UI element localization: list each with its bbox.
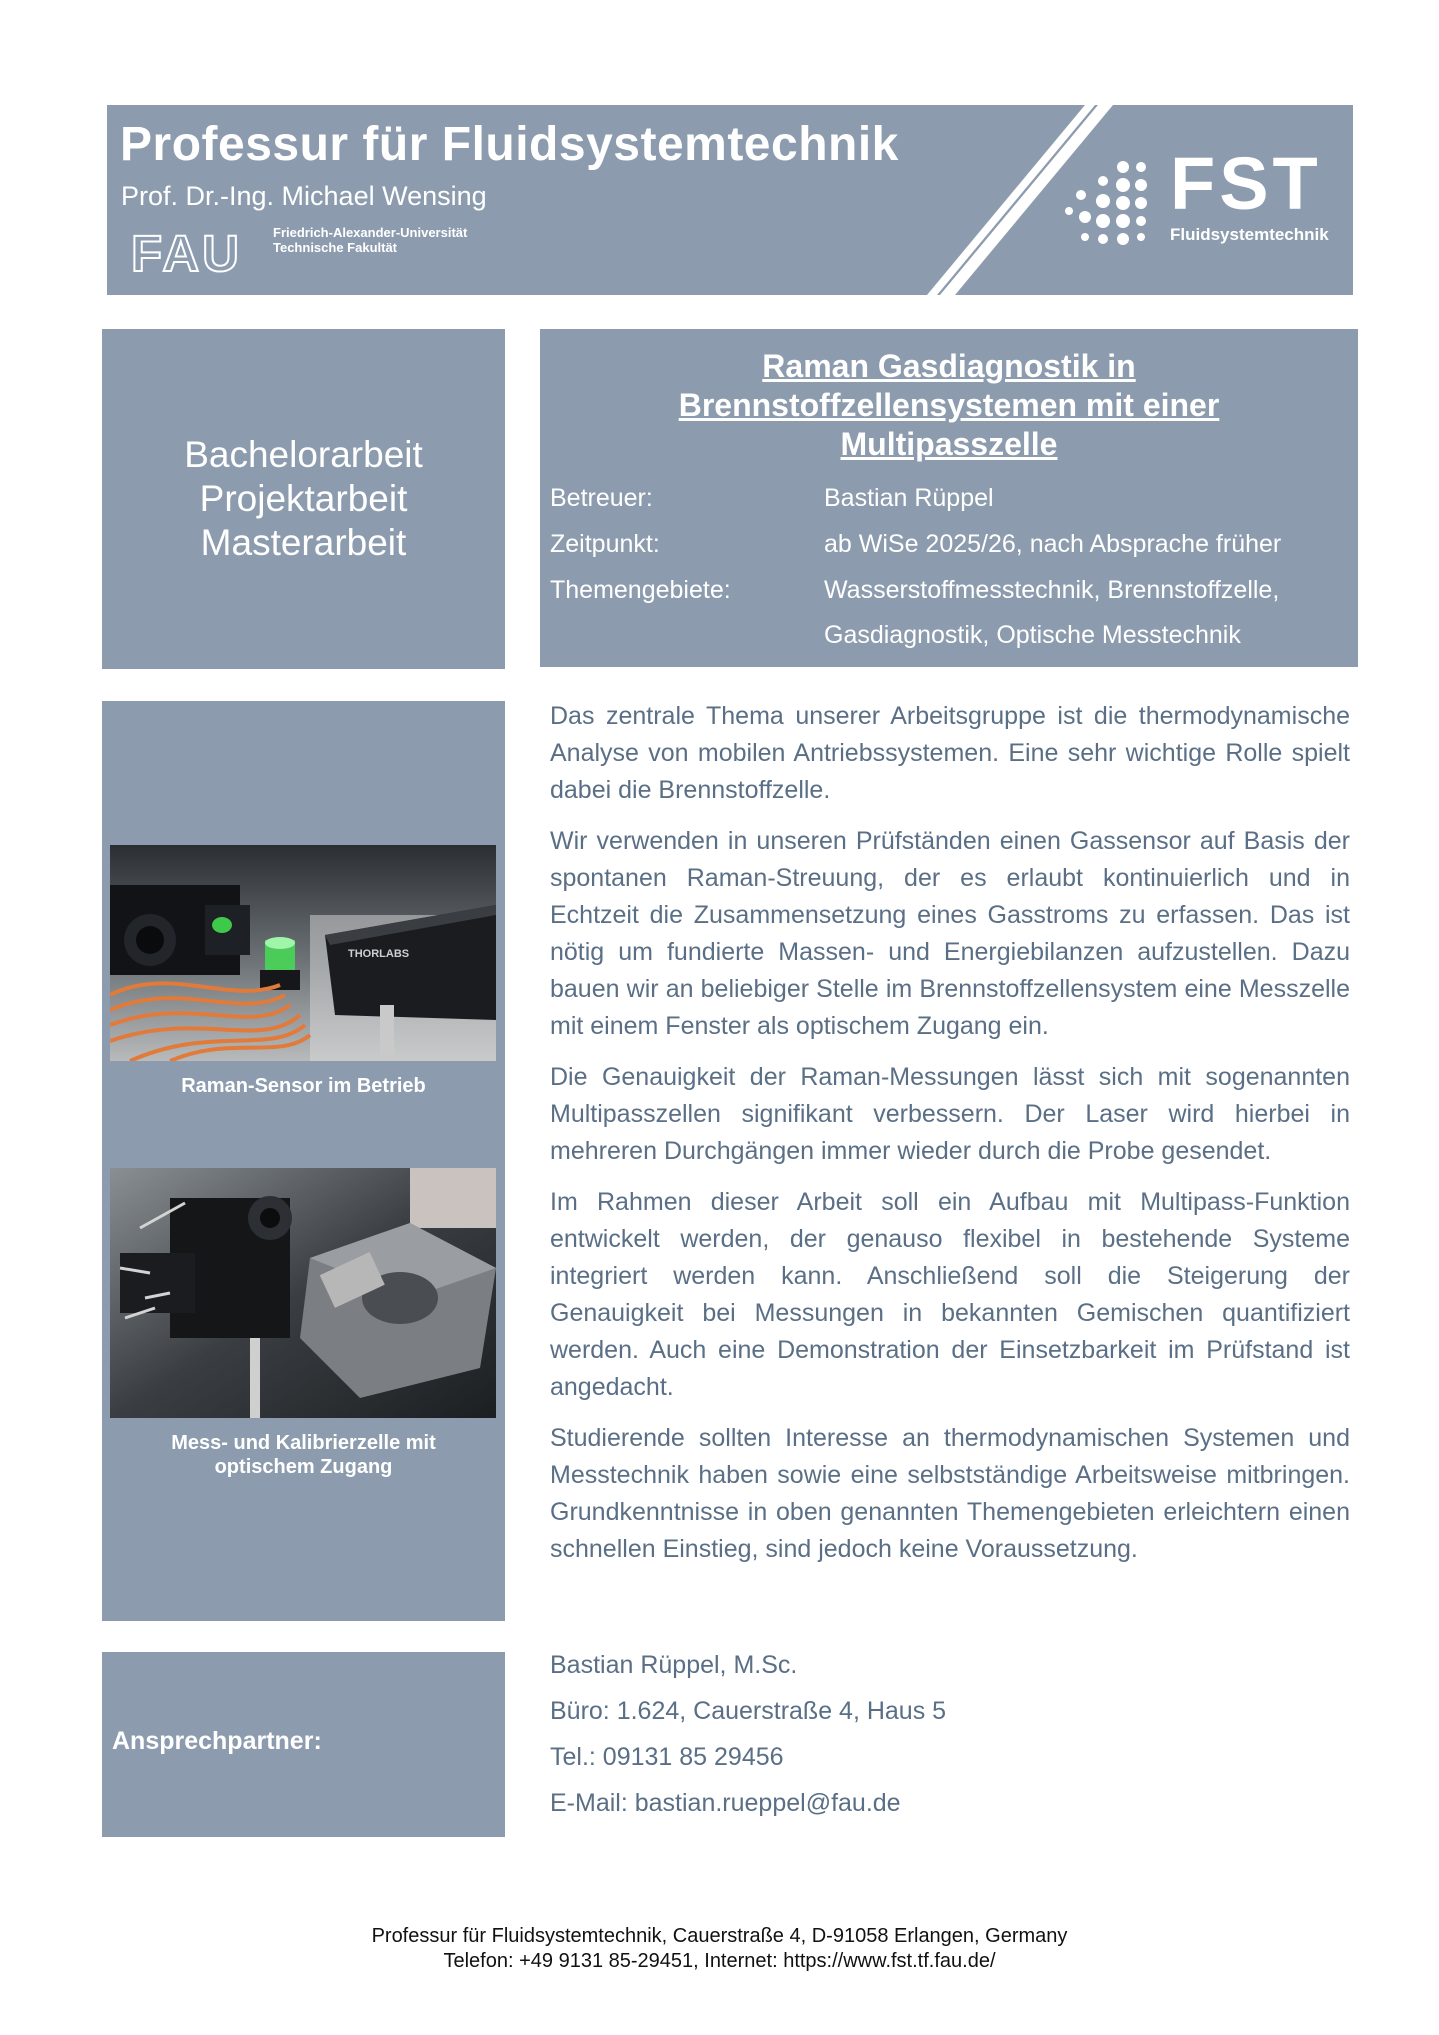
fau-university-name: Friedrich-Alexander-Universität <box>273 225 468 240</box>
fau-faculty-name: Technische Fakultät <box>273 240 398 255</box>
paragraph: Wir verwenden in unseren Prüfständen einen Gassensor auf Basis der spontanen Raman-Streuung, der es erlaubt kontinuierlich und in Echtzeit die Zusammensetzung eines Gasstroms zu erfassen. Das ist nötig um fundierte Massen- und Energiebilanzen aufzustellen. Dazu bauen wir an beliebiger Stelle im Brennstoffzellensystem eine Messzelle mit einem Fenster als optischem Zugang ein. <box>550 827 1350 1040</box>
thesis-type-bachelor: Bachelorarbeit <box>184 434 423 475</box>
time-value: ab WiSe 2025/26, nach Absprache früher <box>824 530 1282 558</box>
contact-office: Büro: 1.624, Cauerstraße 4, Haus 5 <box>550 1697 947 1725</box>
header-banner <box>107 105 1353 295</box>
thesis-type-box <box>102 329 505 669</box>
contact-email[interactable]: E-Mail: bastian.rueppel@fau.de <box>550 1789 901 1817</box>
banner-divider-stripe <box>107 105 1353 295</box>
calibration-cell-photo <box>110 1168 496 1418</box>
topic-title-line: Brennstoffzellensystemen mit einer <box>678 387 1220 423</box>
time-label: Zeitpunkt: <box>550 530 660 558</box>
raman-sensor-photo <box>110 845 496 1061</box>
thesis-type-master: Masterarbeit <box>200 522 407 563</box>
footer-address: Professur für Fluidsystemtechnik, Cauerstraße 4, D-91058 Erlangen, Germany <box>371 1925 1068 1947</box>
areas-label: Themengebiete: <box>550 576 731 604</box>
areas-value-line1: Wasserstoffmesstechnik, Brennstoffzelle, <box>824 576 1280 604</box>
topic-title-line: Raman Gasdiagnostik in <box>762 348 1136 384</box>
paragraph: Im Rahmen dieser Arbeit soll ein Aufbau mit Multipass-Funktion entwickelt werden, der genauso flexibel in bestehende Systeme integriert werden kann. Anschließend soll die Steigerung der Genauigkeit bei Messungen in bekannten Gemischen quantifiziert werden. Auch eine Demonstration der Einsetzbarkeit im Prüfstand ist angedacht. <box>550 1188 1350 1401</box>
description-text <box>550 698 1350 1582</box>
fau-logo: FAU <box>131 225 242 282</box>
fst-dots-icon <box>1063 157 1153 247</box>
contact-name: Bastian Rüppel, M.Sc. <box>550 1651 798 1679</box>
photo-caption-cell-line1: Mess- und Kalibrierzelle mit <box>171 1432 436 1454</box>
photo-caption-cell-line2: optischem Zugang <box>214 1456 393 1478</box>
paragraph: Das zentrale Thema unserer Arbeitsgruppe ist die thermodynamische Analyse von mobilen Antriebssystemen. Eine sehr wichtige Rolle spielt dabei die Brennstoffzelle. <box>550 702 1350 804</box>
fst-logo-subtitle: Fluidsystemtechnik <box>1170 225 1329 244</box>
topic-title-line: Multipasszelle <box>840 426 1058 462</box>
page-title: Professur für Fluidsystemtechnik <box>120 118 899 171</box>
footer-contact: Telefon: +49 9131 85-29451, Internet: https://www.fst.tf.fau.de/ <box>443 1950 996 1972</box>
thorlabs-label: THORLABS <box>348 948 410 960</box>
professor-name: Prof. Dr.-Ing. Michael Wensing <box>121 181 487 211</box>
image-column <box>102 701 505 1621</box>
photo-caption-raman: Raman-Sensor im Betrieb <box>181 1075 426 1097</box>
photo-caption-cell <box>102 1431 505 1479</box>
supervisor-value: Bastian Rüppel <box>824 484 994 512</box>
topic-title <box>540 347 1358 464</box>
supervisor-label: Betreuer: <box>550 484 653 512</box>
paragraph: Studierende sollten Interesse an thermodynamischen Systemen und Messtechnik haben sowie eine selbstständige Arbeitsweise mitbringen. Grundkenntnisse in oben genannten Themengebieten erleichtern einen schnellen Einstieg, sind jedoch keine Voraussetzung. <box>550 1424 1350 1563</box>
contact-phone: Tel.: 09131 85 29456 <box>550 1743 784 1771</box>
areas-value-line2: Gasdiagnostik, Optische Messtechnik <box>824 621 1241 649</box>
paragraph: Die Genauigkeit der Raman-Messungen lässt sich mit sogenannten Multipasszellen signifikant verbessern. Der Laser wird hierbei in mehreren Durchgängen immer wieder durch die Probe gesendet. <box>550 1063 1350 1165</box>
contact-label: Ansprechpartner: <box>112 1727 322 1755</box>
thesis-type-project: Projektarbeit <box>199 478 408 519</box>
fst-logo: FST <box>1170 142 1322 225</box>
topic-box <box>540 329 1358 667</box>
